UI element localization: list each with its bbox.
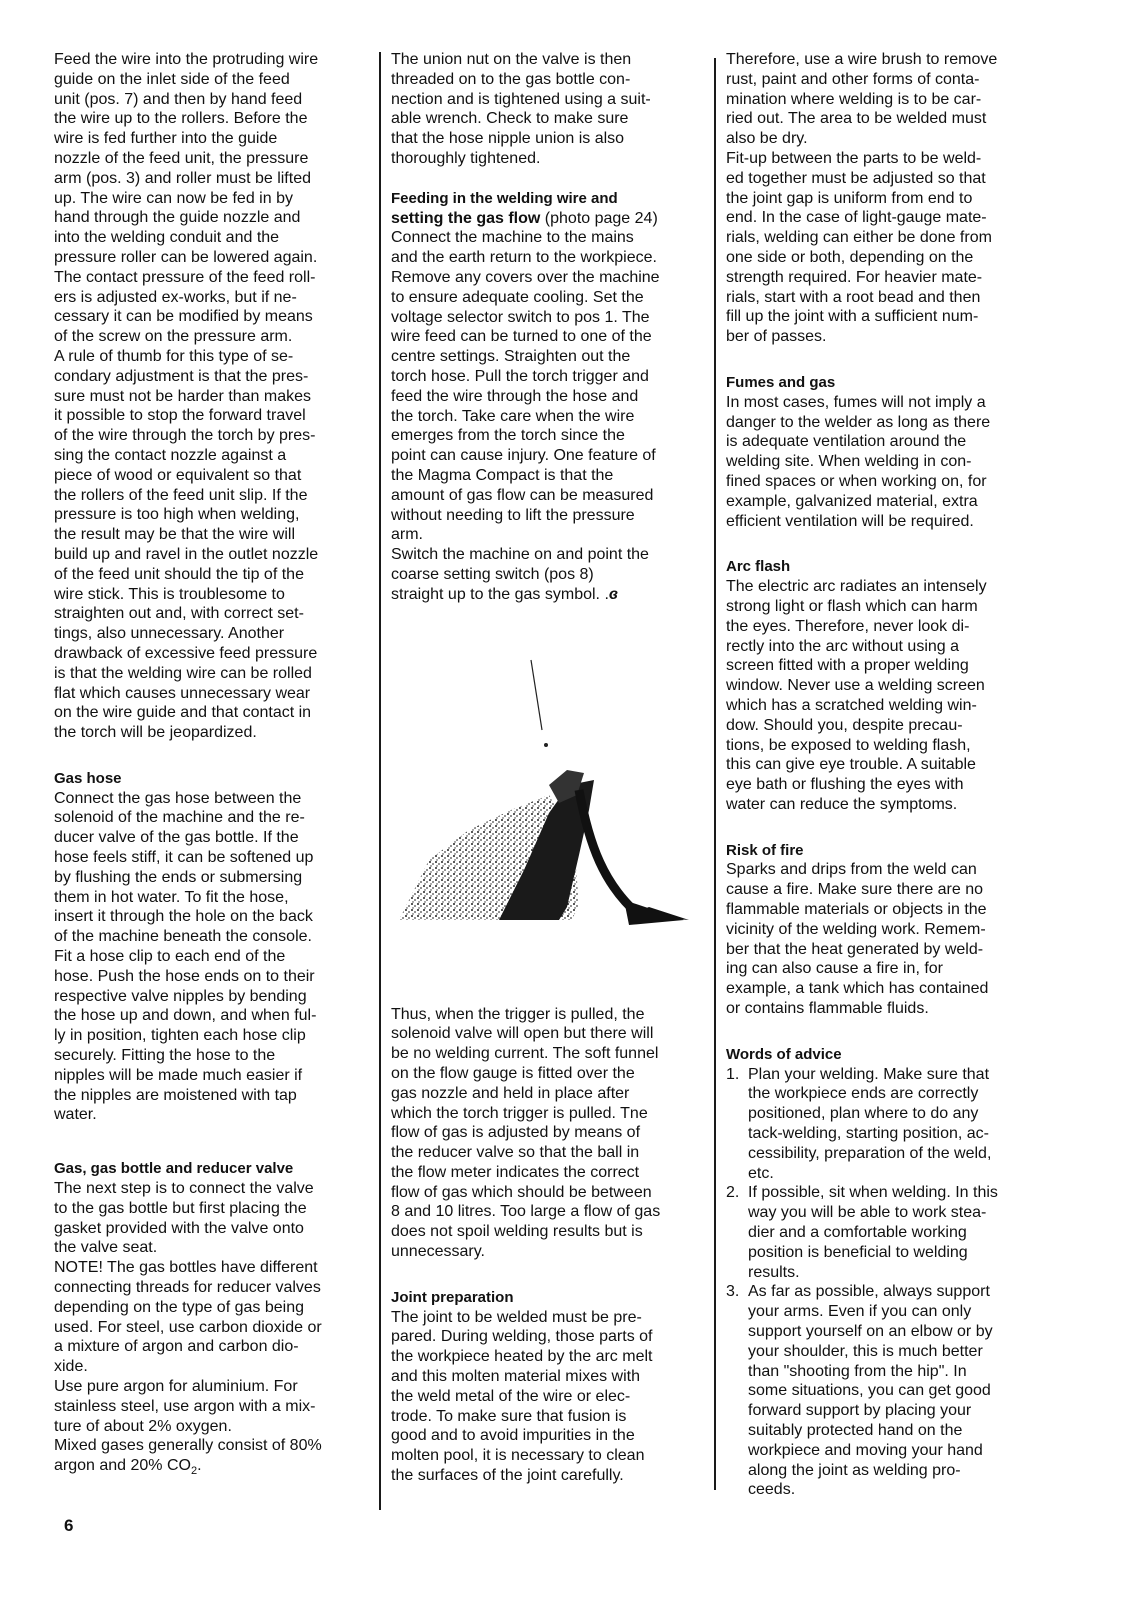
text-line: ber of passes. (726, 328, 827, 346)
text-line: the reducer valve so that the ball in (391, 1144, 640, 1162)
text-line: Plan your welding. Make sure that (748, 1065, 990, 1083)
advice-text (748, 1065, 1046, 1184)
text-line: of the machine beneath the console. (54, 928, 312, 946)
text-line: Feed the wire into the protruding wire (54, 51, 319, 68)
text-line: positioned, plan where to do any (748, 1105, 979, 1123)
text-line: xide. (54, 1358, 88, 1376)
torch-flow-gauge-photo (399, 615, 689, 965)
column-divider-right (714, 58, 716, 1490)
text-line: solenoid of the machine and the re- (54, 809, 305, 827)
gas-mixture-line: argon and 20% $CO_2$. (54, 1457, 202, 1478)
wire-feed-paragraph (54, 50, 364, 743)
text-line: Connect the gas hose between the (54, 789, 302, 807)
text-line: stainless steel, use argon with a mix- (54, 1397, 316, 1415)
text-line: rust, paint and other forms of conta- (726, 70, 980, 88)
text-line: Thus, when the trigger is pulled, the (391, 1005, 645, 1023)
text-line: insert it through the hole on the back (54, 908, 313, 926)
text-line: fined spaces or when working on, for (726, 472, 987, 490)
joint-cleaning-paragraph (726, 50, 1046, 347)
text-line: etc. (748, 1164, 774, 1182)
text-line: wire stick. This is troublesome to (54, 585, 285, 603)
text-line: sure must not be harder than makes (54, 387, 312, 405)
text-line: strength required. For heavier mate- (726, 268, 983, 286)
text-line: As far as possible, always support (748, 1283, 990, 1301)
text-line: on the flow gauge is fitted over the (391, 1064, 635, 1082)
text-line: the workpiece heated by the arc melt (391, 1348, 653, 1366)
text-line: forward support by placing your (748, 1402, 972, 1420)
text-line: tings, also unnecessary. Another (54, 625, 285, 643)
text-line: ducer valve of the gas bottle. If the (54, 829, 299, 847)
text-line: the flow meter indicates the correct (391, 1163, 640, 1181)
advice-number: 1. (726, 1065, 740, 1083)
text-line: does not spoil welding results but is (391, 1223, 643, 1241)
text-line: Mixed gases generally consist of 80% (54, 1437, 322, 1455)
text-line: straighten out and, with correct set- (54, 605, 304, 623)
text-line: unnecessary. (391, 1243, 485, 1261)
text-line: build up and ravel in the outlet nozzle (54, 545, 319, 563)
advice-text (748, 1282, 1046, 1500)
text-line: ed together must be adjusted so that (726, 169, 986, 187)
text-line: the workpiece ends are correctly (748, 1085, 979, 1103)
text-line: wire feed can be turned to one of the (391, 328, 652, 346)
text-line: to the gas bottle but first placing the (54, 1199, 307, 1217)
text-line: point can cause injury. One feature of (391, 447, 656, 465)
arc-flash-paragraph (726, 577, 1046, 815)
text-line: NOTE! The gas bottles have different (54, 1259, 318, 1277)
text-line: threaded on to the gas bottle con- (391, 70, 631, 88)
text-line: rials, welding can either be done from (726, 229, 992, 247)
text-line: flat which causes unnecessary wear (54, 684, 311, 702)
text-line: tions, be exposed to welding flash, (726, 736, 971, 754)
advice-item (726, 1183, 1046, 1282)
text-line: which the torch trigger is pulled. Tne (391, 1104, 648, 1122)
text-line: able wrench. Check to make sure (391, 110, 629, 128)
text-line: nection and is tightened using a suit- (391, 90, 651, 108)
text-line: flow of gas which should be between (391, 1183, 652, 1201)
text-line: The union nut on the valve is then (391, 51, 632, 68)
text-line: cessary it can be modified by means (54, 308, 313, 326)
gas-hose-heading: Gas hose (54, 769, 122, 787)
gas-symbol-line: straight up to the gas symbol. .ɞ (391, 585, 619, 603)
text-line: rials, start with a root bead and then (726, 288, 981, 306)
text-line: centre settings. Straighten out the (391, 348, 631, 366)
text-line: unit (pos. 7) and then by hand feed (54, 90, 303, 108)
text-line: the result may be that the wire will (54, 526, 295, 544)
text-line: Fit-up between the parts to be weld- (726, 149, 982, 167)
text-line: of the feed unit should the tip of the (54, 565, 304, 583)
text-line: Use pure argon for aluminium. For (54, 1378, 298, 1395)
column-3 (726, 50, 1046, 1500)
fumes-heading: Fumes and gas (726, 373, 836, 391)
text-line: eye bath or flushing the eyes with (726, 776, 964, 794)
text-line: the valve seat. (54, 1239, 158, 1257)
text-line: it possible to stop the forward travel (54, 407, 306, 425)
text-line: ried out. The area to be welded must (726, 110, 987, 128)
text-line: Connect the machine to the mains (391, 229, 634, 247)
text-line: the torch. Take care when the wire (391, 407, 635, 425)
text-line: efficient ventilation will be required. (726, 512, 974, 530)
text-line: by flushing the ends or submersing (54, 868, 303, 886)
text-line: end. In the case of light-gauge mate- (726, 209, 987, 227)
text-line: If possible, sit when welding. In this (748, 1184, 998, 1202)
text-line: up. The wire can now be fed in by (54, 189, 293, 207)
text-line: be no welding current. The soft funnel (391, 1045, 659, 1063)
text-line: or contains flammable fluids. (726, 1000, 929, 1018)
text-line: your shoulder, this is much better (748, 1342, 983, 1360)
text-line: the joint gap is uniform from end to (726, 189, 973, 207)
text-line: fill up the joint with a sufficient num- (726, 308, 979, 326)
text-line: window. Never use a welding screen (726, 677, 985, 695)
text-line: on the wire guide and that contact in (54, 704, 312, 722)
text-line: also be dry. (726, 130, 808, 148)
text-line: the hose up and down, and when ful- (54, 1007, 317, 1025)
column-2 (391, 50, 699, 1486)
text-line: the weld metal of the wire or elec- (391, 1387, 631, 1405)
arc-flash-heading: Arc flash (726, 558, 791, 576)
text-line: of the screw on the pressure arm. (54, 328, 293, 346)
text-line: ber that the heat generated by weld- (726, 940, 984, 958)
text-line: nozzle of the feed unit, the pressure (54, 149, 309, 167)
trigger-paragraph (391, 1005, 699, 1262)
risk-of-fire-paragraph (726, 860, 1046, 1018)
union-nut-paragraph (391, 50, 699, 169)
text-line: pressure roller can be lowered again. (54, 248, 318, 266)
text-line: sing the contact nozzle against a (54, 446, 287, 464)
text-line: to ensure adequate cooling. Set the (391, 288, 644, 306)
text-line: respective valve nipples by bending (54, 987, 307, 1005)
text-line: used. For steel, use carbon dioxide or (54, 1318, 322, 1336)
advice-list (726, 1065, 1046, 1501)
text-line: mination where welding is to be car- (726, 90, 982, 108)
text-line: dow. Should you, despite precau- (726, 716, 963, 734)
text-line: The next step is to connect the valve (54, 1180, 314, 1198)
text-line: condary adjustment is that the pres- (54, 367, 309, 385)
gas-bottle-heading: Gas, gas bottle and reducer valve (54, 1160, 294, 1178)
text-line: your arms. Even if you can only (748, 1303, 972, 1321)
advice-number: 3. (726, 1283, 740, 1301)
gas-hose-paragraph (54, 789, 364, 1126)
text-line: without needing to lift the pressure (391, 506, 635, 524)
text-line: guide on the inlet side of the feed (54, 70, 290, 88)
text-line: gasket provided with the valve onto (54, 1219, 304, 1237)
text-line: The joint to be welded must be pre- (391, 1308, 642, 1326)
text-line: nipples will be made much easier if (54, 1066, 303, 1084)
text-line: and this molten material mixes with (391, 1368, 640, 1386)
risk-of-fire-heading: Risk of fire (726, 841, 804, 859)
text-line: gas nozzle and held in place after (391, 1084, 630, 1102)
text-line: the surfaces of the joint carefully. (391, 1467, 624, 1485)
text-line: is that the welding wire can be rolled (54, 664, 312, 682)
joint-preparation-heading: Joint preparation (391, 1288, 514, 1306)
text-line: support yourself on an elbow or by (748, 1323, 993, 1341)
text-line: The electric arc radiates an intensely (726, 578, 987, 596)
text-line: workpiece and moving your hand (748, 1441, 983, 1459)
text-line: position is beneficial to welding (748, 1243, 968, 1261)
text-line: and the earth return to the workpiece. (391, 249, 657, 267)
text-line: Fit a hose clip to each end of the (54, 948, 286, 966)
text-line: cessibility, preparation of the weld, (748, 1144, 992, 1162)
column-1 (54, 50, 364, 1476)
text-line: them in hot water. To fit the hose, (54, 888, 289, 906)
page-number: 6 (64, 1516, 74, 1535)
text-line: thoroughly tightened. (391, 149, 541, 167)
text-line: Sparks and drips from the weld can (726, 861, 977, 879)
advice-heading: Words of advice (726, 1045, 842, 1063)
gas-symbol-icon: ɞ (608, 585, 619, 603)
text-line: one side or both, depending on the (726, 248, 974, 266)
text-line: trode. To make sure that fusion is (391, 1407, 627, 1425)
advice-text (748, 1183, 1046, 1282)
advice-number: 2. (726, 1184, 740, 1202)
text-line: welding site. When welding in con- (726, 453, 972, 471)
text-line: vicinity of the welding work. Remem- (726, 920, 986, 938)
text-line: water. (54, 1106, 97, 1124)
text-line: coarse setting switch (pos 8) (391, 565, 594, 583)
text-line: is adequate ventilation around the (726, 433, 967, 451)
text-line: the rollers of the feed unit slip. If the (54, 486, 308, 504)
text-line: tack-welding, starting position, ac- (748, 1125, 989, 1143)
text-line: 8 and 10 litres. Too large a flow of gas (391, 1203, 661, 1221)
text-line: the eyes. Therefore, never look di- (726, 617, 970, 635)
text-line: of the wire through the torch by pres- (54, 427, 316, 445)
text-line: which has a scratched welding win- (726, 696, 977, 714)
text-line: In most cases, fumes will not imply a (726, 393, 986, 411)
text-line: pared. During welding, those parts of (391, 1328, 653, 1346)
advice-item (726, 1065, 1046, 1184)
text-line: The contact pressure of the feed roll- (54, 268, 316, 286)
text-line: this can give eye trouble. A suitable (726, 756, 976, 774)
text-line: Remove any covers over the machine (391, 268, 660, 286)
text-line: that the hose nipple union is also (391, 130, 625, 148)
text-line: danger to the welder as long as there (726, 413, 991, 431)
text-line: ing can also cause a fire in, for (726, 960, 944, 978)
text-line: ceeds. (748, 1481, 796, 1499)
text-line: some situations, you can get good (748, 1382, 991, 1400)
text-line: way you will be able to work stea- (748, 1204, 987, 1222)
text-line: the nipples are moistened with tap (54, 1086, 297, 1104)
fumes-paragraph (726, 393, 1046, 532)
text-line: cause a fire. Make sure there are no (726, 881, 984, 899)
text-line: feed the wire through the hose and (391, 387, 639, 405)
text-line: results. (748, 1263, 800, 1281)
feeding-heading-line-2: setting the gas flow (photo page 24) (391, 209, 658, 227)
gas-bottle-paragraph (54, 1179, 364, 1456)
text-line: example, galvanized material, extra (726, 492, 978, 510)
text-line: torch hose. Pull the torch trigger and (391, 367, 649, 385)
text-line: ture of about 2% oxygen. (54, 1417, 232, 1435)
text-line: ers is adjusted ex-works, but if ne- (54, 288, 297, 306)
text-line: hose. Push the hose ends on to their (54, 967, 315, 985)
text-line: the torch will be jeopardized. (54, 724, 257, 742)
text-line: rectly into the arc without using a (726, 637, 960, 655)
text-line: Therefore, use a wire brush to remove (726, 51, 998, 68)
text-line: Switch the machine on and point the (391, 546, 649, 564)
text-line: solenoid valve will open but there will (391, 1025, 654, 1043)
text-line: the Magma Compact is that the (391, 466, 614, 484)
text-line: arm. (391, 526, 423, 544)
text-line: hand through the guide nozzle and (54, 209, 301, 227)
text-line: a mixture of argon and carbon dio- (54, 1338, 299, 1356)
text-line: securely. Fitting the hose to the (54, 1047, 276, 1065)
text-line: emerges from the torch since the (391, 427, 625, 445)
text-line: piece of wood or equivalent so that (54, 466, 302, 484)
text-line: example, a tank which has contained (726, 980, 989, 998)
text-line: than "shooting from the hip". In (748, 1362, 967, 1380)
text-line: connecting threads for reducer valves (54, 1279, 321, 1297)
text-line: depending on the type of gas being (54, 1298, 304, 1316)
text-line: strong light or flash which can harm (726, 597, 978, 615)
text-line: into the welding conduit and the (54, 229, 280, 247)
advice-item (726, 1282, 1046, 1500)
text-line: voltage selector switch to pos 1. The (391, 308, 650, 326)
text-line: good and to avoid impurities in the (391, 1427, 635, 1445)
text-line: ly in position, tighten each hose clip (54, 1027, 306, 1045)
text-line: arm (pos. 3) and roller must be lifted (54, 169, 311, 187)
text-line: water can reduce the symptoms. (726, 795, 958, 813)
text-line: pressure is too high when welding, (54, 506, 300, 524)
text-line: suitably protected hand on the (748, 1422, 963, 1439)
feeding-heading-line-1: Feeding in the welding wire and (391, 189, 618, 207)
text-line: hose feels stiff, it can be softened up (54, 849, 314, 867)
text-line: screen fitted with a proper welding (726, 657, 969, 675)
text-line: flow of gas is adjusted by means of (391, 1124, 641, 1142)
text-line: along the joint as welding pro- (748, 1461, 961, 1479)
text-line: wire is fed further into the guide (54, 130, 278, 148)
text-line: A rule of thumb for this type of se- (54, 347, 294, 365)
joint-preparation-paragraph (391, 1308, 699, 1486)
text-line: molten pool, it is necessary to clean (391, 1447, 645, 1465)
feeding-paragraph (391, 228, 699, 584)
column-divider-left (379, 52, 381, 1510)
text-line: drawback of excessive feed pressure (54, 644, 318, 662)
text-line: flammable materials or objects in the (726, 901, 987, 919)
text-line: amount of gas flow can be measured (391, 486, 654, 504)
text-line: the wire up to the rollers. Before the (54, 110, 308, 128)
text-line: dier and a comfortable working (748, 1224, 967, 1242)
